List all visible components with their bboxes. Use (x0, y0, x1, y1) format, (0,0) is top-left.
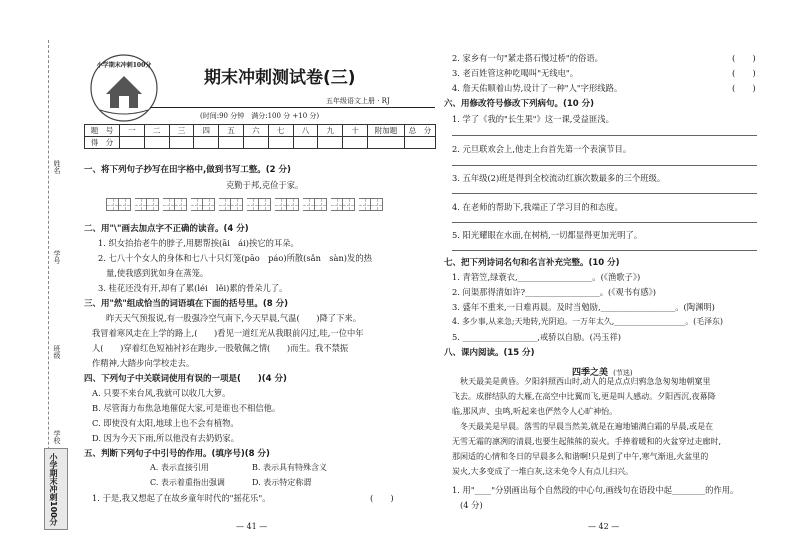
reading-line-6: 那闲适的心情和冬日的早晨多么和谐啊!只是到了中午,寒气渐退,火盆里的 (452, 452, 709, 461)
q6-answer-line-5[interactable] (452, 250, 757, 251)
q6-line-4: 4. 在老师的帮助下,我端正了学习目的和态度。 (452, 202, 623, 212)
q6-answer-line-3[interactable] (452, 193, 757, 194)
reading-line-5: 无雪无霜的凛冽的清晨,也要生起熊熊的炭火。手捧着暖和的火盆穿过走廊时, (452, 437, 722, 446)
score-header-row: 题 号 一 二 三 四 五 六 七 八 九 十 附加题 总 分 (85, 125, 436, 137)
page-title: 期末冲刺测试卷(三) (204, 68, 356, 88)
q5-option-a: A. 表示直接引用 (150, 463, 209, 472)
brand-tab (44, 448, 68, 530)
q6-line-3: 3. 五年级(2)班是得到全校流动红旗次数最多的三个班级。 (452, 173, 666, 183)
q5-item-2: 2. 家乡有一句"紧走搭石慢过桥"的俗语。 (452, 53, 603, 63)
reading-line-7: 炭火,大多变成了一堆白灰,这未免令人有点儿扫兴。 (452, 467, 634, 476)
q8-title: 八、课内阅读。(15 分) (444, 348, 535, 358)
q3-line-1: 昨天天气预报说,有一股强冷空气南下,今天早晨,气温( )降了下来。 (106, 313, 361, 323)
reading-title: 四季之美 (572, 368, 609, 378)
page-number-left: — 41 — (236, 522, 268, 531)
q2-line-4: 3. 桂花还没有开,却有了累(léi lěi)累的骨朵儿了。 (98, 283, 288, 293)
q7-line-1[interactable]: 1. 青箬笠,绿蓑衣,__________________。(《渔歌子》) (452, 272, 641, 282)
q5-item-3-answer[interactable]: ( ) (732, 69, 756, 79)
q7-line-3[interactable]: 3. 盛年不重来,一日难再晨。及时当勉励,__________________。(陶渊明) (452, 302, 715, 312)
q5-item-4-answer[interactable]: ( ) (732, 84, 756, 94)
q1-title: 一、将下列句子抄写在田字格中,做到书写工整。(2 分) (84, 165, 291, 175)
q4-title: 四、下列句子中关联词使用有误的一项是( )(4 分) (84, 374, 287, 384)
score-value-row: 得 分 (85, 137, 436, 149)
q3-line-2: 我冒着寒风走在上学的路上,( )看见一道红光从我眼前闪过,哇,一位中年 (92, 328, 364, 338)
time-info: (时间:90 分钟 满分:100 分 +10 分) (200, 112, 320, 120)
reading-line-2: 飞去。成群结队的大雁,在高空中比翼而飞,更是叫人感动。夕阳西沉,夜幕降 (452, 392, 716, 401)
q4-option-d[interactable]: D. 因为今天下雨,所以他没有去奶奶家。 (92, 433, 240, 443)
q5-option-c: C. 表示着重指出强调 (150, 478, 225, 487)
q6-line-2: 2. 元旦联欢会上,他走上台首先第一个表演节目。 (452, 144, 632, 154)
q5-item-4: 4. 詹天佑顺着山势,设计了一种"人"字形线路。 (452, 83, 623, 93)
class-label: 班级 (53, 345, 61, 359)
q3-line-4: 作精神,大踏步向学校走去。 (92, 358, 195, 368)
q6-line-1: 1. 学了《我的"长生果"》这一课,受益匪浅。 (452, 114, 614, 124)
q4-option-b[interactable]: B. 尽管海力布焦急地催促大家,可是谁也不相信他。 (92, 403, 281, 413)
q5-item-3: 3. 老百姓管这种吃喝叫"无线电"。 (452, 68, 579, 78)
q2-title: 二、用"\"画去加点字不正确的读音。(4 分) (84, 224, 249, 234)
score-table (84, 124, 436, 149)
logo (88, 52, 160, 124)
q3-line-3: 人( )穿着红色短袖衬衫在跑步,一股敬佩之情( )而生。我不禁振 (92, 343, 349, 353)
q4-option-c[interactable]: C. 即使没有太阳,地球上也不会有植物。 (92, 418, 239, 428)
q2-line-1: 1. 织女抬抬老牛的脖子,用腮帮挨(āi ái)挨它的耳朵。 (98, 238, 299, 248)
reading-line-3: 临,那风声、虫鸣,听起来也俨然令人心旷神怡。 (452, 407, 618, 416)
q2-line-3: 量,使我感到犹如身在蒸笼。 (106, 268, 209, 278)
brand-tab-text: 小学期末冲刺100分 (49, 453, 58, 526)
q6-answer-line-2[interactable] (452, 165, 757, 166)
q7-line-2[interactable]: 2. 问渠那得清如许?__________________。(《观书有感》) (452, 287, 657, 297)
q7-line-5[interactable]: 5. __________________,戒骄以自励。(冯玉祥) (452, 332, 622, 342)
q5-item-1: 1. 于是,我又想起了在故乡童年时代的"摇花乐"。 (92, 493, 271, 503)
reading-note: (节选) (613, 369, 633, 377)
q2-line-2: 2. 七八十个女人的身体和七八十只灯笼(pāo páo)所散(sǎn sàn)发的热 (98, 253, 372, 263)
logo-text: 小学期末冲刺100分 (96, 62, 152, 69)
school-label: 学校 (53, 430, 61, 444)
q6-answer-line-4[interactable] (452, 222, 757, 223)
reading-line-4: 冬天最美是早晨。落雪的早晨当然美,就是在遍地铺满白霜的早晨,或是在 (460, 422, 714, 431)
q7-title: 七、把下列诗词名句和名言补充完整。(10 分) (444, 258, 620, 268)
student-id-label: 学号 (53, 250, 61, 264)
q5-option-b: B. 表示具有特殊含义 (252, 463, 327, 472)
q4-option-a[interactable]: A. 只要不来台风,我就可以收几大箩。 (92, 388, 231, 398)
q6-title: 六、用修改符号修改下列病句。(10 分) (444, 99, 595, 109)
name-label: 姓名 (53, 160, 61, 174)
q8-item-1-score: (4 分) (460, 500, 483, 510)
q7-line-4[interactable]: 4. 多少事,从来急;天地转,光阴迫。一万年太久,__________________。(毛泽东) (452, 317, 723, 326)
q5-option-d: D. 表示特定称谓 (252, 478, 312, 487)
reading-line-1: 秋天最美是黄昏。夕阳斜照西山时,动人的是点点归鸦急急匆匆地朝窠里 (460, 377, 711, 386)
q5-item-2-answer[interactable]: ( ) (732, 54, 756, 64)
q6-answer-line-1[interactable] (452, 135, 757, 136)
page-number-right: — 42 — (588, 522, 620, 531)
q1-text: 克勤于邦,克俭于家。 (226, 180, 304, 190)
q8-item-1[interactable]: 1. 用"____"分别画出每个自然段的中心句,画线句在语段中起________的作用。 (452, 485, 739, 495)
q3-title: 三、用"然"组成恰当的词语填在下面的括号里。(8 分) (84, 299, 289, 309)
q1-writing-grid[interactable] (106, 198, 383, 211)
grade-label: 五年级语文上册 · RJ (326, 97, 390, 105)
q6-line-5: 5. 阳光耀眼在水面,在树梢,一切都显得更加光明了。 (452, 230, 643, 240)
q5-title: 五、判断下列句子中引号的作用。(填序号)(8 分) (84, 449, 270, 459)
q5-item-1-answer[interactable]: ( ) (370, 494, 394, 504)
